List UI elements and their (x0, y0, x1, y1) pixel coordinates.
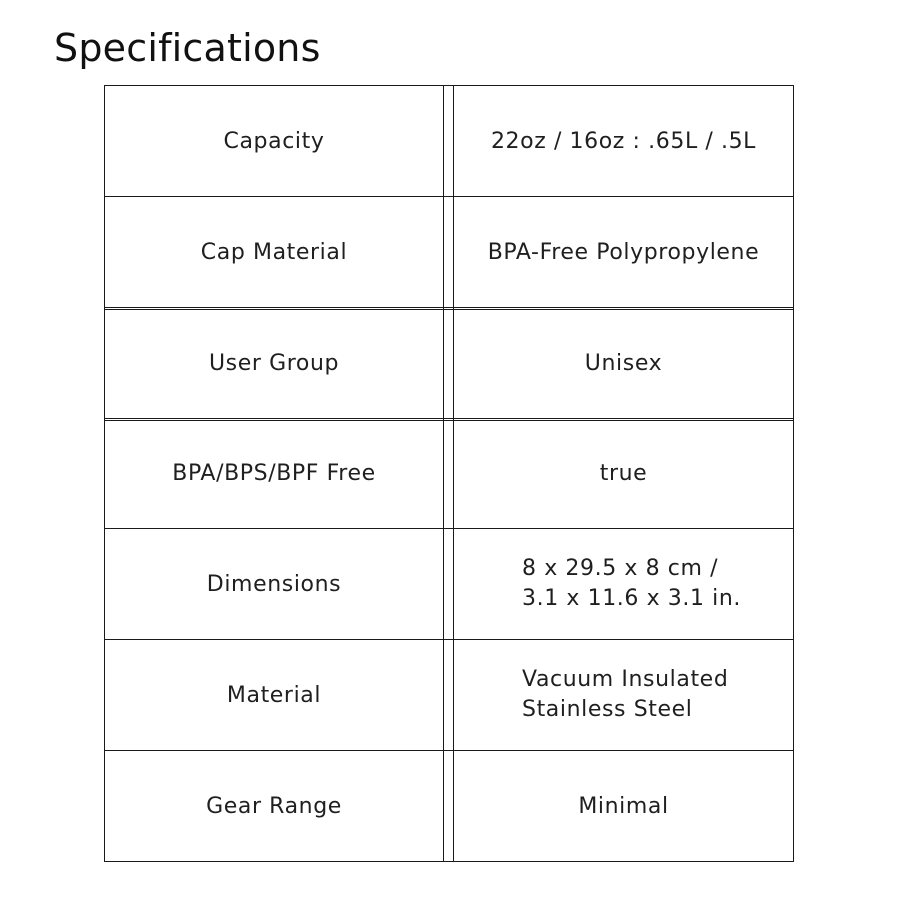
spec-value (454, 529, 793, 639)
spec-value-line: 3.1 x 11.6 x 3.1 in. (522, 586, 742, 611)
table-row (105, 640, 793, 750)
table-row (105, 751, 793, 861)
page-title: Specifications (54, 26, 321, 70)
spec-value: Unisex (584, 350, 663, 376)
spec-label: Dimensions (206, 571, 342, 597)
table-row (105, 86, 793, 196)
spec-value: 22oz / 16oz : .65L / .5L (490, 128, 757, 154)
spec-value-line: Vacuum Insulated (522, 667, 729, 692)
spec-label: Gear Range (206, 793, 342, 819)
table-row (105, 308, 793, 418)
spec-label: User Group (208, 350, 340, 376)
spec-value-line: 8 x 29.5 x 8 cm / (522, 556, 719, 581)
spec-label: Capacity (223, 128, 325, 154)
spec-label: Material (226, 682, 322, 708)
spec-value: true (599, 460, 648, 486)
spec-value: Minimal (578, 793, 669, 819)
table-row (105, 197, 793, 307)
table-row (105, 418, 793, 528)
spec-value: BPA-Free Polypropylene (487, 239, 760, 265)
spec-label: Cap Material (200, 239, 348, 265)
spec-value-line: Stainless Steel (522, 697, 693, 722)
spec-label: BPA/BPS/BPF Free (172, 460, 376, 486)
specifications-table (104, 85, 794, 862)
table-row (105, 529, 793, 639)
spec-value (454, 640, 793, 750)
